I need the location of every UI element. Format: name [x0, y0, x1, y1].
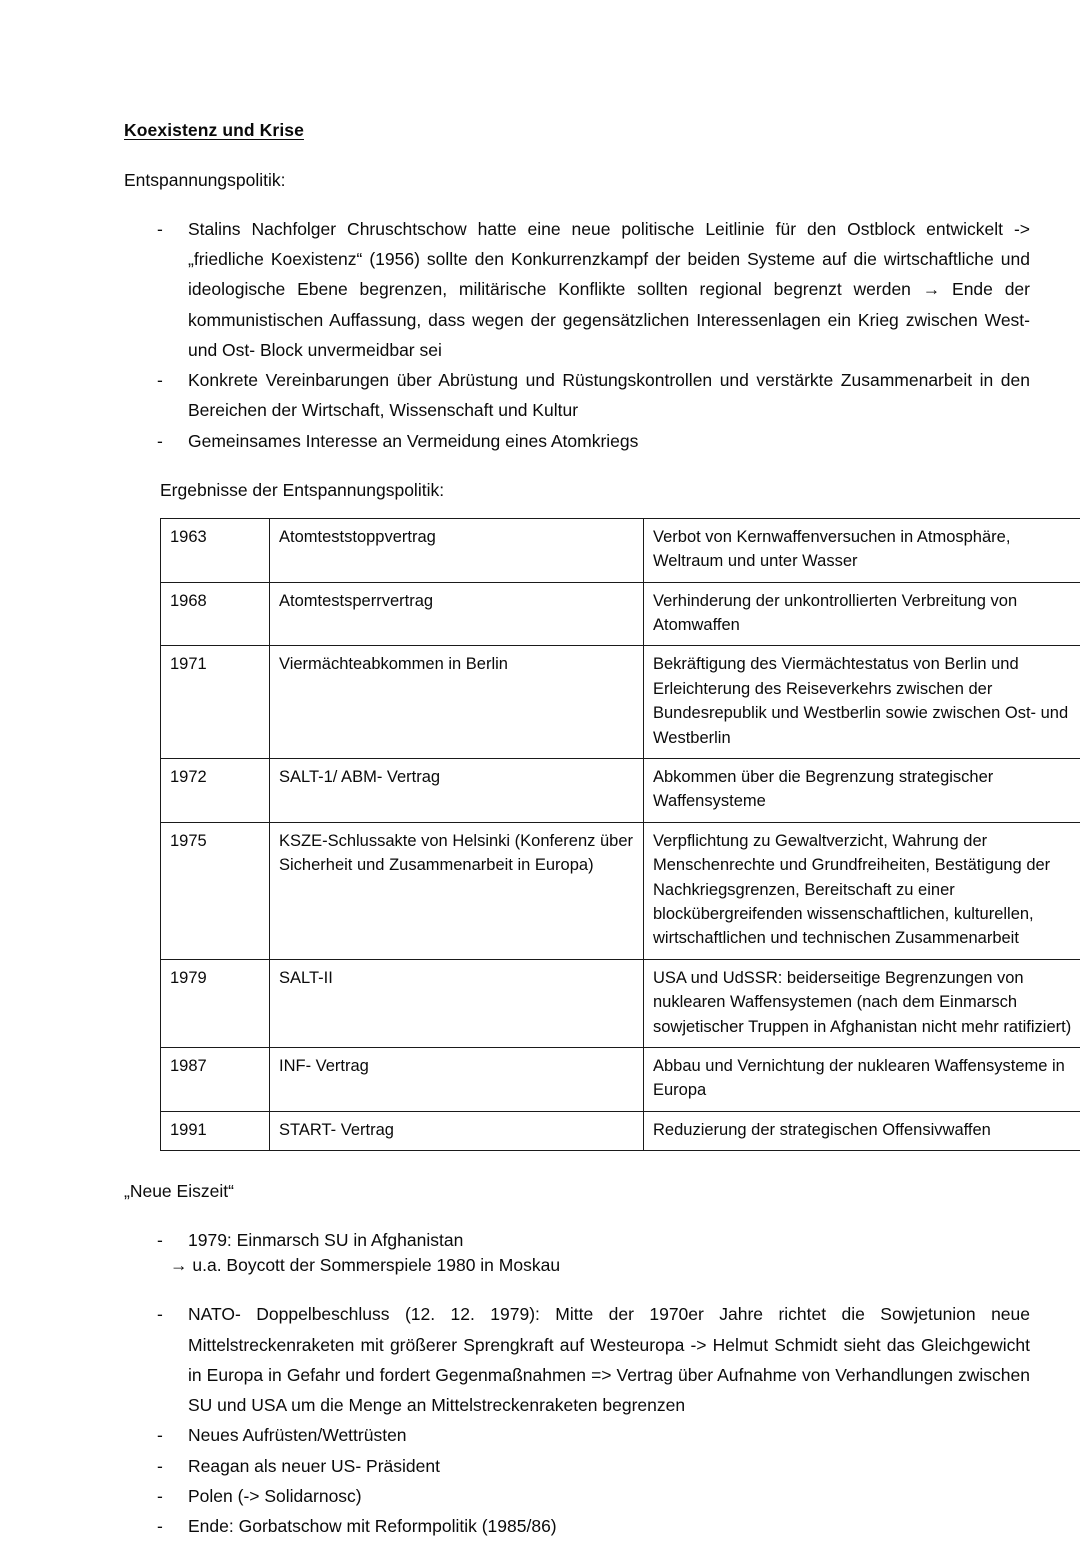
cell-year: 1972	[161, 759, 270, 823]
cell-description: Bekräftigung des Viermächtestatus von Berlin und Erleichterung des Reiseverkehrs zwischen der Bundesrepublik und Westberlin sowie zwischen Ost- und Westberlin	[644, 646, 1080, 759]
list-item: - Stalins Nachfolger Chruschtschow hatte eine neue politische Leitlinie für den Ostblock entwickelt -> „friedliche Koexistenz“ (1956) sollte den Konkurrenzkampf der beiden Systeme auf die wirtschaftliche und ideologische Ebene begrenzen, militärische Konflikte sollten regional begrenzt werden → Ende der kommunistischen Auffassung, dass wegen der gegensätzlichen Interessenlagen ein Krieg zwischen West- und Ost- Block unvermeidbar sei	[124, 214, 1030, 365]
cell-year: 1971	[161, 646, 270, 759]
cell-description: Verhinderung der unkontrollierten Verbreitung von Atomwaffen	[644, 582, 1080, 646]
table-row	[161, 759, 1080, 823]
ice-age-first-bullet-list	[124, 1225, 1030, 1255]
results-table	[160, 518, 1080, 1152]
arrow-note-boycott: → u.a. Boycott der Sommerspiele 1980 in Moskau	[170, 1255, 1030, 1277]
cell-description: Verbot von Kernwaffenversuchen in Atmosphäre, Weltraum und unter Wasser	[644, 518, 1080, 582]
cell-year: 1975	[161, 822, 270, 959]
cell-description: USA und UdSSR: beiderseitige Begrenzungen von nuklearen Waffensystemen (nach dem Einmarsch sowjetischer Truppen in Afghanistan nicht mehr ratifiziert)	[644, 959, 1080, 1047]
table-row	[161, 959, 1080, 1047]
detente-bullet-list	[124, 214, 1030, 456]
cell-year: 1987	[161, 1048, 270, 1112]
cell-description: Reduzierung der strategischen Offensivwaffen	[644, 1111, 1080, 1150]
list-item: - Neues Aufrüsten/Wettrüsten	[124, 1420, 1030, 1450]
cell-description: Abkommen über die Begrenzung strategischer Waffensysteme	[644, 759, 1080, 823]
section-lead-entspannungspolitik: Entspannungspolitik:	[124, 170, 1030, 192]
cell-treaty: KSZE-Schlussakte von Helsinki (Konferenz über Sicherheit und Zusammenarbeit in Europa)	[270, 822, 644, 959]
cell-description: Verpflichtung zu Gewaltverzicht, Wahrung der Menschenrechte und Grundfreiheiten, Bestätigung der Nachkriegsgrenzen, Bereitschaft zu einer blockübergreifenden wissenschaftlichen, kulturellen, wirtschaftlichen und technischen Zusammenarbeit	[644, 822, 1080, 959]
cell-year: 1963	[161, 518, 270, 582]
section-heading-neue-eiszeit: „Neue Eiszeit“	[124, 1181, 1030, 1203]
results-table-label: Ergebnisse der Entspannungspolitik:	[160, 480, 1030, 502]
cell-year: 1979	[161, 959, 270, 1047]
cell-treaty: SALT-II	[270, 959, 644, 1047]
list-item: - Ende: Gorbatschow mit Reformpolitik (1985/86)	[124, 1511, 1030, 1541]
cell-year: 1968	[161, 582, 270, 646]
list-item: - 1979: Einmarsch SU in Afghanistan	[124, 1225, 1030, 1255]
cell-treaty: Atomteststoppvertrag	[270, 518, 644, 582]
cell-treaty: INF- Vertrag	[270, 1048, 644, 1112]
cell-year: 1991	[161, 1111, 270, 1150]
cell-treaty: START- Vertrag	[270, 1111, 644, 1150]
list-item: - NATO- Doppelbeschluss (12. 12. 1979): Mitte der 1970er Jahre richtet die Sowjetunion neue Mittelstreckenraketen mit größerer Sprengkraft auf Westeuropa -> Helmut Schmidt sieht das Gleichgewicht in Europa in Gefahr und fordert Gegenmaßnahmen => Vertrag über Aufnahme von Verhandlungen zwischen SU und USA um die Menge an Mittelstreckenraketen begrenzen	[124, 1299, 1030, 1420]
list-item: - Polen (-> Solidarnosc)	[124, 1481, 1030, 1511]
table-row	[161, 822, 1080, 959]
ice-age-bullet-list	[124, 1299, 1030, 1541]
cell-treaty: Viermächteabkommen in Berlin	[270, 646, 644, 759]
list-item: - Konkrete Vereinbarungen über Abrüstung und Rüstungskontrollen und verstärkte Zusammenarbeit in den Bereichen der Wirtschaft, Wissenschaft und Kultur	[124, 365, 1030, 426]
cell-treaty: SALT-1/ ABM- Vertrag	[270, 759, 644, 823]
table-row	[161, 518, 1080, 582]
table-row	[161, 1111, 1080, 1150]
table-row	[161, 582, 1080, 646]
list-item: - Reagan als neuer US- Präsident	[124, 1451, 1030, 1481]
page-title: Koexistenz und Krise	[124, 120, 1030, 142]
table-row	[161, 1048, 1080, 1112]
cell-treaty: Atomtestsperrvertrag	[270, 582, 644, 646]
list-item: - Gemeinsames Interesse an Vermeidung eines Atomkriegs	[124, 426, 1030, 456]
cell-description: Abbau und Vernichtung der nuklearen Waffensysteme in Europa	[644, 1048, 1080, 1112]
table-row	[161, 646, 1080, 759]
